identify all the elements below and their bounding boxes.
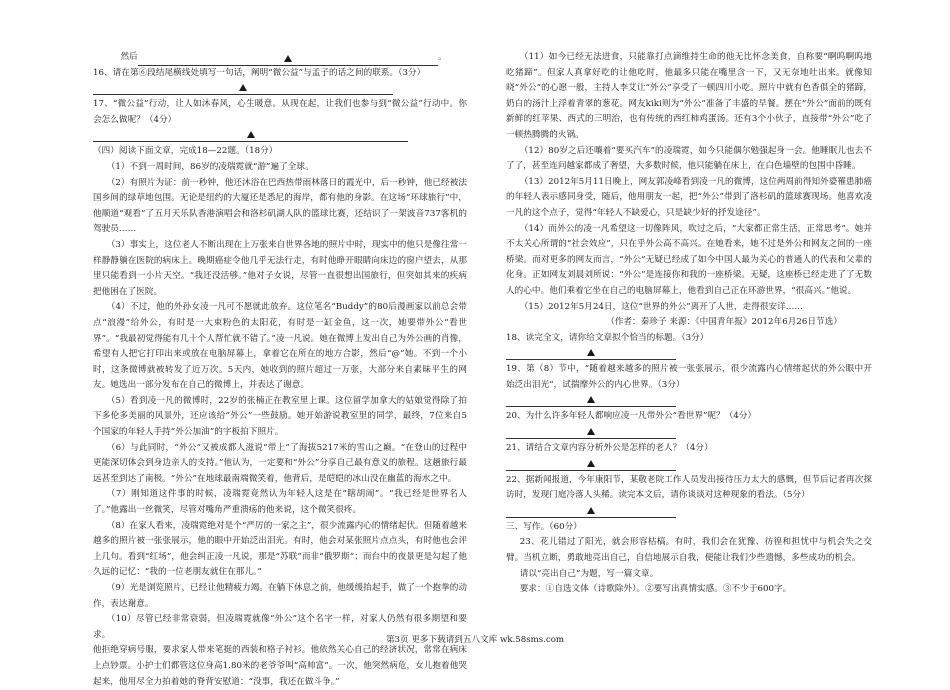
question-17: 17、“微公益”行动，让人如沐春风，心生暖意。从现在起，让我们也参与到“微公益”行动中。你会怎么做呢？（4分） [93, 99, 467, 125]
answer-line-21[interactable] [506, 457, 676, 471]
article-para-2: （2）有照片为证：前一秒钟，他还沐浴在巴西热带雨林落日的霞光中，后一秒钟，他已经被法国乡间的绿草地包围。无论是纽约的大厦还是悉尼的海岸，都有他的身影。在这场“环球旅行”中，他顺道“观看”了五月天乐队香港演唱会和洛杉矶湖人队的篮球比赛，还结识了一架波音737客机的驾驶员…… [93, 177, 467, 235]
triangle-marker [247, 131, 255, 138]
article-para-15: （15）2012年5月24日，这位“世界的外公”离开了人世，走得很安详…… [519, 301, 804, 312]
triangle-marker [587, 396, 595, 403]
question-18: 18、读完全文，请你给文章拟个恰当的标题。（3分） [506, 332, 709, 343]
article-para-7: （7）刚知道这件事的时候，凌瑞霓竟然认为年轻人这是在“瞎胡闹”。“我已经是世界名人了。”他露出一丝微笑，尽管对嘴角严重溃疡的他来说，这个微笑很疼。 [93, 489, 467, 516]
article-para-14: （14）而外公的凌一凡希望这一切像阵风，吹过之后，“大家都正常生活，正常思考”。她并不太关心所谓的“社会效应”，只在乎外公高不高兴。在她看来，她不过是外公和网友之间的一座桥梁。而对更多的网友而言，“外公”无疑已经成了如今中国人最为关心的普通人的代表和父辈的化身。正如网友刘晨刘所说：“外公”是连接你和我的一座桥梁。无疑，这座桥已经走进了了无数人的心中。他们乘着它坐在自己的电脑屏幕上，他看到自己正在环游世界，“很高兴。”他说。 [506, 223, 872, 296]
article-para-9: （9）光是浏览照片，已经让他精疲力竭。在躺下休息之前，他缓缓抬起手，做了一个抱拳的动作，表达谢意。 [93, 583, 467, 609]
article-para-12: （12）80岁之后还嚷着“要买汽车”的凌瑞霓，如今只能偶尔勉强起身一会。他睡眠儿也去不了了，甚至连问越家都成了奢望，大多数时候，他只能躺在床上，在白色墙壁的包围中昏睡。 [506, 145, 872, 172]
article-source: （作者：秦珍子 来源：《中国青年报》2012年6月26日节选） [606, 317, 842, 328]
answer-suffix: 。 [437, 52, 447, 62]
question-16: 16、请在第⑥段结尾横线处填写一句话，阐明“微公益”与孟子的话之间的联系。（3分） [93, 67, 426, 78]
answer-line-6 [93, 50, 467, 66]
article-para-13: （13）2012年5月11日晚上，网友郭凌峰看到凌一凡的微博，这位两周前得知外婆罹患肺癌的年轻人表示感同身受，随后，他用朋友一起，把“外公”带到了洛杉矶的篮球赛现场。他喜欢凌一凡的这个点子，觉得“年轻人不缺爱心，只是缺少好的抒发途径”。 [506, 176, 872, 218]
article-para-4: （4）不过，他的外孙女凌一凡可不愿就此放弃。这位笔名“Buddy”的80后漫画家以前总会带点“浪漫”给外公，有时是一大束粉色的太阳花，有时是一缸金鱼，这一次，她要带外公“看世界”。“我最初觉得能有几十个人帮忙就不错了。”凌一凡说。她在微博上发出自己为外公画的肖像，希望有人把它打印出来或放在电脑屏幕上，拿着它在所在的地方合影，然后“@”她。不到一个小时，这条微博就被转发了近万次。5天内，她收到的照片超过一万张，大部分来自素昧平生的网友。她选出一部分发布在自己的微博上，并表达了谢意。 [93, 302, 467, 391]
triangle-marker [284, 55, 292, 62]
article-para-8: （8）在家人看来，凌瑞霓绝对是个“严厉的一家之主”，很少流露内心的情绪起伏。但随着越来越多的照片被一张张展示，他的眼中开始泛出泪光。有时，他会对某张照片点点头，有时他也会评上几句。看到“红场”，他会纠正凌一凡说，那是“苏联”而非“俄罗斯”；而台中的夜景更是勾起了他久远的记忆：“我的一位老朋友就住在那儿。” [93, 520, 467, 578]
section-3-writing: 三、写作。（60分） [506, 521, 582, 532]
article-para-5: （5）看到凌一凡的微博时，22岁的张楠正在教室里上课。这位留学加拿大的姑娘觉得除了拍下多伦多美丽的风景外，还应该给“外公”一些鼓励。她开始游说教室里的同学，最终，7位来自5个国家的年轻人手持“外公加油”的字板拍下照片。 [93, 395, 467, 438]
triangle-marker [239, 84, 247, 91]
section-4-heading: （四）阅读下面文章，完成18—22题。（18分） [93, 146, 278, 157]
page-footer: 第3页 更多下载请到五八文库 wk.58sms.com [385, 635, 565, 645]
triangle-marker [587, 507, 595, 514]
answer-line-17[interactable] [93, 128, 408, 142]
triangle-marker [587, 460, 595, 467]
article-para-3: （3）事实上，这位老人不断出现在上万张来自世界各地的照片中时，现实中的他只是像往常一样静静躺在医院的病床上。晚期癌症令他几乎无法行走，有时他睁开眼睛向床边的窗户望去，从那里只能看到一小片天空。“我还没活够。”他对子女说，尽管一直很想出国旅行，但突如其来的疾病把他困在了医院。 [93, 239, 467, 297]
answer-line-20[interactable] [506, 425, 676, 439]
answer-line-18[interactable] [506, 346, 676, 360]
question-23-requirements: 要求：①自选文体（诗歌除外）。②要写出真情实感。③不少于600字。 [519, 584, 792, 595]
question-23: 23、花儿错过了阳光，就会形容枯槁。有时，我们会在犹豫、彷徨和担忧中与机会失之交臂。当机立断，勇敢地亮出自己，自信地展示自我，便能让我们少些遗憾，多些成功的机会。 [506, 537, 872, 564]
article-para-10-continued: 他拒绝穿病号服，要求家人带来笔挺的西装和格子衬衫。他依然关心自己的经济状况，常常在病床上点钞票。小护士们都管这位身高1.80米的老爷爷叫“高帅富”。一次，他突然病危，女儿抱着他哭起来，他用尽全力拍着她的脊背安慰道：“没事，我还在做斗争。” [93, 645, 467, 687]
triangle-marker [587, 349, 595, 356]
question-20: 20、为什么许多年轻人都响应凌一凡带外公“看世界”呢？（4分） [506, 411, 757, 422]
question-22: 22、据新闻报道，今年康阳节，某敬老院工作人员发出接待压力太大的感慨，但节后记者再次探访时，发现门庭冷落人头稀。读完本文后，请你谈谈对这种现象的看法。（5分） [506, 474, 872, 501]
left-column [93, 50, 467, 690]
question-21: 21、请结合文章内容分析外公是怎样的老人？（4分） [506, 443, 713, 454]
article-para-10: （10）尽管已经非常衰弱，但凌瑞霓就像“外公”这个名字一样，对家人仍然有很多期望和要求。 [93, 614, 467, 640]
fill-blank[interactable] [138, 54, 438, 66]
article-para-6: （6）与此同时，“外公”又被成都人滋说“带上”了海拔5217米的雪山之巅。“在登山的过程中更能深切体会到身边亲人的支持。”他认为，一定要和“外公”分享自己最有意义的旅程。这趟旅行最远甚至到达了南极。“外公”在地球最南端微笑着，他背后，是皑皑的冰山没在幽蓝的海水之中。 [93, 442, 467, 484]
answer-prefix: 然后 [120, 52, 138, 62]
article-para-11: （11）如今已经无法进食，只能靠打点滴维持生命的他无比怀念美食，自称要“啊呜啊呜地吃猪蹄”。但家人真拿好吃的让他吃时，他最多只能在嘴里含一下，又无奈地吐出来。就像知晓“外公”的心愿一般，主持人李艾让“外公”享受了一顿四川小吃。照片中就有色香俱全的猪蹄，奶白的汤汁上浮着青翠的葱花。网友kiki则为“外公”准备了丰盛的早餐。摆在“外公”面前的既有新鲜的红苹果、西式的三明治，也有传统的西红柿鸡蛋汤。还有3个小伙子，直接带“外公”吃了一顿热腾腾的火锅。 [506, 52, 872, 140]
answer-line-22[interactable] [506, 504, 676, 518]
question-23-prompt: 请以“亮出自己”为题，写一篇文章。 [519, 568, 659, 579]
triangle-marker [587, 428, 595, 435]
right-column [506, 50, 872, 598]
answer-line-16[interactable] [93, 81, 393, 95]
answer-line-19[interactable] [506, 393, 676, 407]
article-para-1: （1）不到一周时间，86岁的凌瑞霓就“游”遍了全球。 [106, 161, 314, 172]
question-19: 19、第（8）节中，“随着越来越多的照片被一张张展示，很少流露内心情绪起伏的外公眼中开始泛出泪光”，试揣摩外公的内心世界。（3分） [506, 364, 872, 390]
